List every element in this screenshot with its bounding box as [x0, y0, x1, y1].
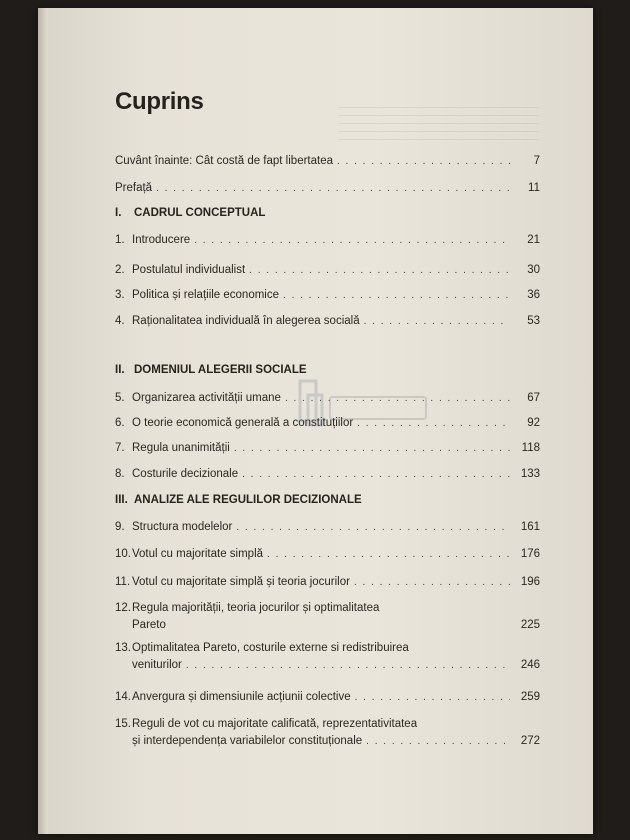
toc-entry: [115, 689, 540, 706]
book-page: [38, 8, 593, 834]
toc-entry-number: 3.: [115, 289, 125, 301]
toc-entry: [115, 415, 540, 432]
leader-dots: [267, 546, 510, 563]
toc-page-number: 67: [527, 392, 540, 404]
toc-entry-text: Prefață: [115, 182, 153, 194]
toc-entry: [115, 440, 540, 457]
toc-entry: [115, 519, 540, 536]
toc-entry-number: 1.: [115, 234, 125, 246]
section-title: DOMENIUL ALEGERII SOCIALE: [134, 364, 307, 376]
toc-page-number: 272: [520, 735, 540, 747]
toc-entry: [115, 180, 540, 197]
toc-entry-number: 7.: [115, 442, 125, 454]
toc-entry: [115, 546, 540, 563]
toc-entry-text-continued: și interdependența variabilelor constituționale: [132, 735, 363, 747]
toc-entry: [115, 640, 540, 674]
book-spine: [38, 8, 48, 834]
toc-section-heading: [115, 205, 540, 222]
leader-dots: [194, 232, 510, 249]
leader-dots: [156, 180, 510, 197]
toc-page-number: 30: [527, 264, 540, 276]
toc-entry-number: 14.: [115, 691, 131, 703]
toc-entry-text: Cuvânt înainte: Cât costă de fapt libertatea: [115, 155, 333, 167]
toc-entry-text-continued: veniturilor: [132, 659, 182, 671]
toc-page-number: 246: [520, 659, 540, 671]
toc-entry-number: 13.: [115, 642, 131, 654]
toc-page-number: 36: [527, 289, 540, 301]
toc-entry-number: 12.: [115, 602, 131, 614]
toc-entry-text: Structura modelelor: [132, 521, 233, 533]
leader-dots: [242, 466, 510, 483]
toc-entry-text: Optimalitatea Pareto, costurile externe si redistribuirea: [132, 642, 409, 654]
section-number: II.: [115, 364, 125, 376]
toc-entry-text: Organizarea activității umane: [132, 392, 281, 404]
toc-entry: [115, 262, 540, 279]
page-title: Cuprins: [115, 88, 204, 115]
leader-dots: [366, 733, 510, 750]
section-number: III.: [115, 494, 128, 506]
toc-page-number: 21: [527, 234, 540, 246]
section-title: CADRUL CONCEPTUAL: [134, 207, 266, 219]
toc-entry-text: Anvergura și dimensiunile acțiunii colective: [132, 691, 351, 703]
toc-entry-text: Introducere: [132, 234, 191, 246]
leader-dots: [337, 153, 510, 170]
toc-entry: [115, 574, 540, 591]
toc-page-number: 7: [533, 155, 540, 167]
toc-entry: [115, 716, 540, 750]
toc-entry-number: 10.: [115, 548, 131, 560]
toc-entry-number: 15.: [115, 718, 131, 730]
toc-entry: [115, 600, 540, 634]
toc-page-number: 11: [528, 182, 540, 194]
toc-page-number: 161: [520, 521, 540, 533]
toc-entry-text: Raționalitatea individuală în alegerea socială: [132, 315, 360, 327]
toc-entry-text: Regula unanimității: [132, 442, 230, 454]
leader-dots: [249, 262, 510, 279]
toc-entry: [115, 313, 540, 330]
leader-dots: [357, 415, 510, 432]
toc-entry-number: 9.: [115, 521, 125, 533]
toc-entry-text-continued: Pareto: [132, 619, 166, 631]
toc-section-heading: [115, 362, 540, 379]
toc-entry-number: 6.: [115, 417, 125, 429]
toc-entry-number: 11.: [115, 576, 131, 588]
leader-dots: [364, 313, 510, 330]
toc-page-number: 133: [520, 468, 540, 480]
leader-dots: [186, 657, 510, 674]
watermark-logo: [294, 373, 434, 443]
toc-entry-text: O teorie economică generală a constituțiilor: [132, 417, 354, 429]
leader-dots: [354, 574, 510, 591]
leader-dots: [285, 390, 510, 407]
toc-entry: [115, 287, 540, 304]
show-through-text: [338, 100, 538, 140]
toc-entry-number: 5.: [115, 392, 125, 404]
leader-dots: [234, 440, 510, 457]
toc-entry-text: Postulatul individualist: [132, 264, 246, 276]
toc-entry-text: Costurile decizionale: [132, 468, 239, 480]
leader-dots: [283, 287, 510, 304]
toc-entry: [115, 466, 540, 483]
toc-page-number: 176: [520, 548, 540, 560]
toc-page-number: 196: [520, 576, 540, 588]
toc-entry: [115, 153, 540, 170]
toc-page-number: 92: [527, 417, 540, 429]
toc-entry-text: Regula majorității, teoria jocurilor și optimalitatea: [132, 602, 380, 614]
toc-entry-number: 4.: [115, 315, 125, 327]
toc-entry-text: Votul cu majoritate simplă: [132, 548, 264, 560]
toc-entry: [115, 232, 540, 249]
leader-dots: [355, 689, 510, 706]
toc-page-number: 118: [521, 442, 540, 454]
toc-entry: [115, 390, 540, 407]
section-title: ANALIZE ALE REGULILOR DECIZIONALE: [134, 494, 362, 506]
toc-entry-text: Votul cu majoritate simplă și teoria jocurilor: [132, 576, 350, 588]
toc-section-heading: [115, 492, 540, 509]
section-number: I.: [115, 207, 122, 219]
toc-entry-number: 2.: [115, 264, 125, 276]
toc-page-number: 53: [527, 315, 540, 327]
leader-dots: [236, 519, 510, 536]
toc-page-number: 259: [520, 691, 540, 703]
toc-entry-number: 8.: [115, 468, 125, 480]
toc-entry-text: Reguli de vot cu majoritate calificată, reprezentativitatea: [132, 718, 418, 730]
toc-page-number: 225: [520, 619, 540, 631]
toc-entry-text: Politica și relațiile economice: [132, 289, 280, 301]
